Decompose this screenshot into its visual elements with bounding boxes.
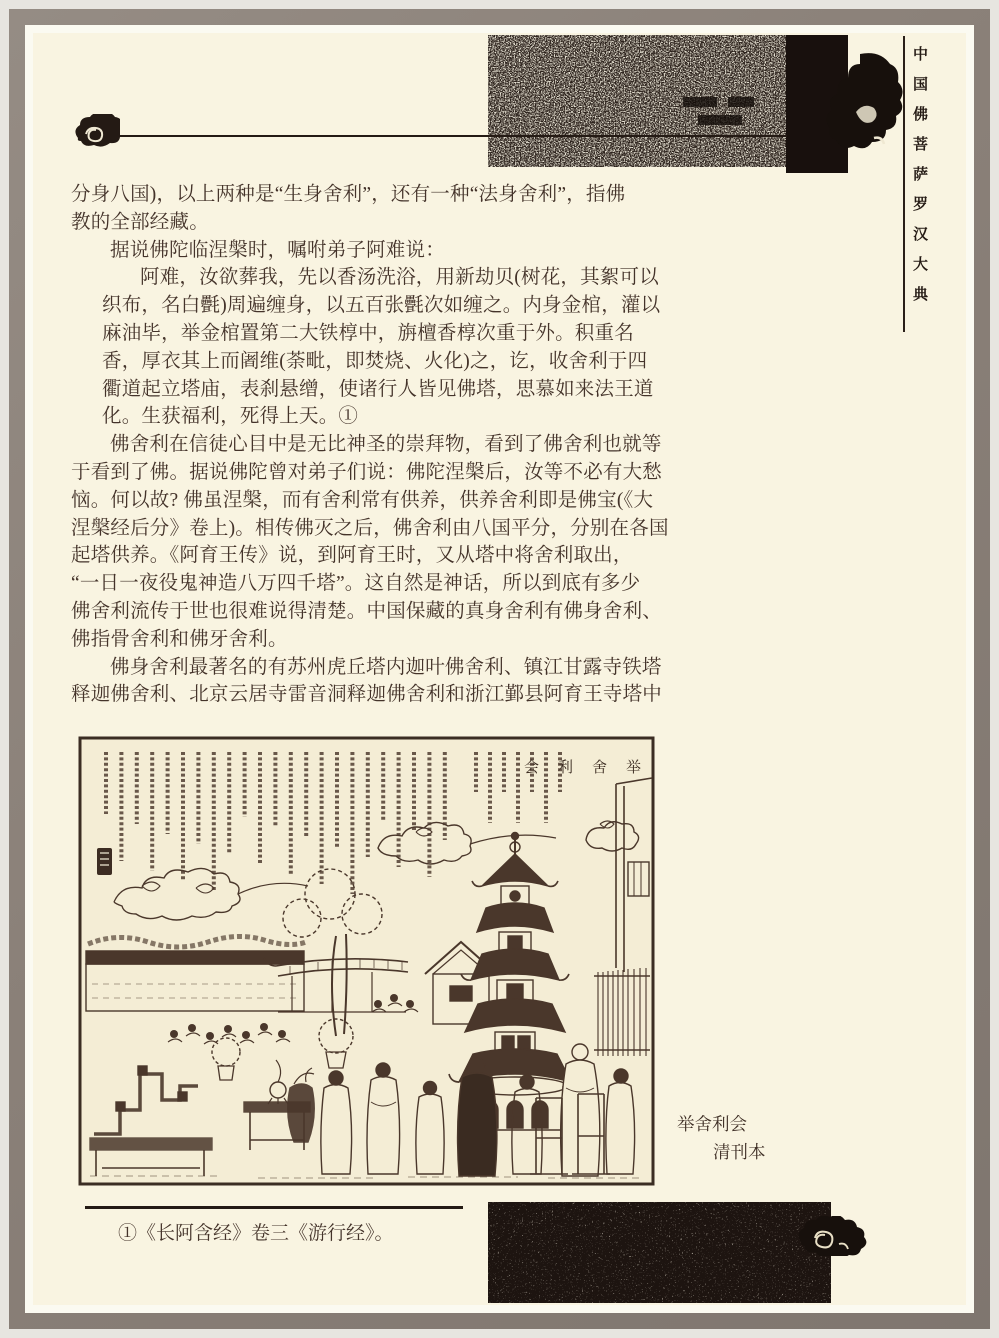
body-text-line: 分身八国)，以上两种是“生身舍利”，还有一种“法身舍利”，指佛 <box>71 184 626 205</box>
body-text-line: 佛指骨舍利和佛牙舍利。 <box>71 628 288 650</box>
print-title-char: 舍 <box>592 760 608 776</box>
body-text-line: 香，厚衣其上而阇维(荼毗，即焚烧、火化)之，讫，收舍利于四 <box>102 350 648 372</box>
collector-seal <box>97 848 112 875</box>
body-text-line: 佛舍利流传于世也很难说得清楚。中国保藏的真身舍利有佛身舍利、 <box>71 600 663 622</box>
illustration-caption <box>677 1110 766 1166</box>
body-text-line: 于看到了佛。据说佛陀曾对弟子们说：佛陀涅槃后，汝等不必有大愁 <box>71 461 663 483</box>
body-text-line: 据说佛陀临涅槃时，嘱咐弟子阿难说： <box>110 239 445 261</box>
body-text-line: 教的全部经藏。 <box>71 211 209 233</box>
body-text-line: “一日一夜役鬼神造八万四千塔”。这自然是神话，所以到底有多少 <box>71 573 641 595</box>
body-text-line: 佛身舍利最著名的有苏州虎丘塔内迦叶佛舍利、镇江甘露寺铁塔 <box>110 656 662 678</box>
footer-ink-block <box>488 1202 831 1303</box>
relic-ceremony-woodcut <box>78 736 655 1186</box>
caption-title: 举舍利会 <box>677 1114 747 1134</box>
body-text-line: 起塔供养。《阿育王传》说，到阿育王时，又从塔中将舍利取出， <box>71 545 633 567</box>
print-title-char: 会 <box>524 760 540 776</box>
body-text-line: 衢道起立塔庙，表刹悬缯，使诸行人皆见佛塔，思慕如来法王道 <box>102 378 654 400</box>
body-text-line: 织布，名白㲲)周遍缠身，以五百张㲲次如缠之。内身金棺，灌以 <box>102 295 661 317</box>
print-title-char: 利 <box>558 760 574 776</box>
header-cloud-ornament-icon <box>68 114 120 152</box>
body-text-line: 麻油毕，举金棺置第二大铁椁中，旃檀香椁次重于外。积重名 <box>102 322 634 344</box>
body-text-line: 阿难，汝欲葬我，先以香汤洗浴，用新劫贝(树花，其絮可以 <box>140 267 659 289</box>
print-title-char: 举 <box>626 760 642 776</box>
body-text-line: 释迦佛舍利、北京云居寺雷音洞释迦佛舍利和浙江鄞县阿育王寺塔中 <box>71 684 663 706</box>
footnote-text: ①《长阿含经》卷三《游行经》。 <box>118 1223 394 1244</box>
body-text-line: 化。生获福利，死得上天。① <box>102 406 359 428</box>
corner-ink-blob-icon <box>826 52 906 174</box>
footnote-rule <box>85 1206 463 1209</box>
margin-book-title: 中国佛菩萨罗汉大典 <box>911 46 927 316</box>
header-halftone-block <box>488 35 788 167</box>
body-text-line: 涅槃经后分》卷上)。相传佛灭之后，佛舍利由八国平分，分别在各国 <box>71 517 669 539</box>
header-rule <box>106 135 787 137</box>
margin-rule <box>903 36 905 332</box>
body-text-line: 佛舍利在信徒心目中是无比神圣的崇拜物，看到了佛舍利也就等 <box>110 434 662 456</box>
body-text-line: 恼。何以故? 佛虽涅槃，而有舍利常有供养，供养舍利即是佛宝(《大 <box>71 489 654 511</box>
footer-cloud-ornament-icon <box>793 1216 867 1256</box>
body-text <box>71 181 669 709</box>
caption-edition: 清刊本 <box>713 1142 766 1162</box>
